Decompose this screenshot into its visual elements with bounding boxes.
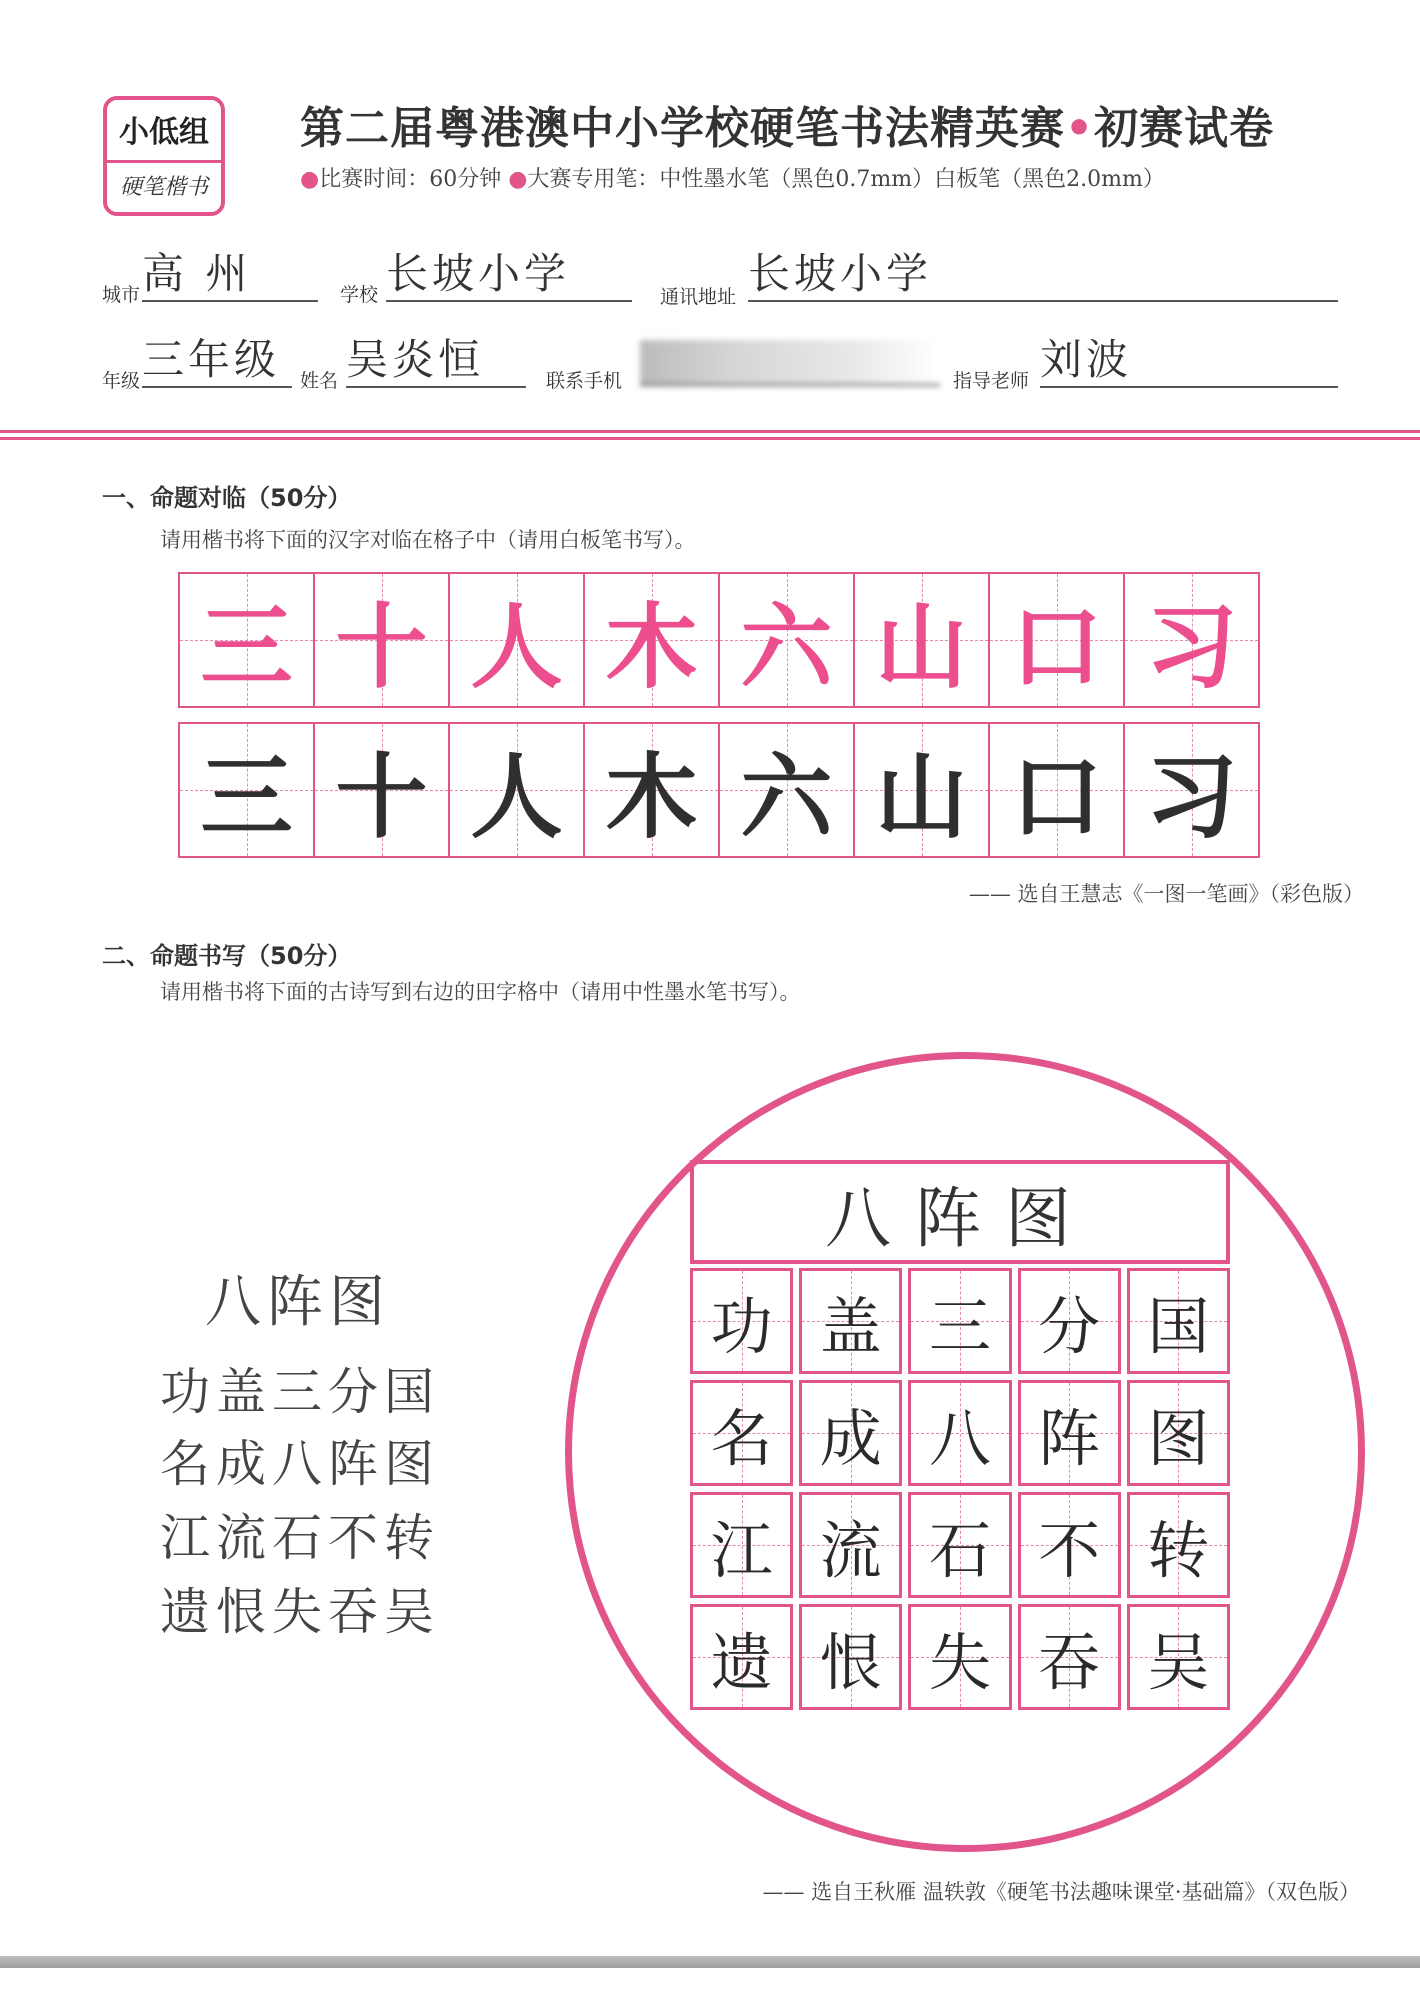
handwritten-char: 三 xyxy=(200,743,293,851)
handwritten-char: 吞 xyxy=(1038,1625,1101,1699)
handwritten-char: 六 xyxy=(740,743,833,851)
model-char: 十 xyxy=(335,593,428,701)
model-char: 木 xyxy=(605,593,698,701)
grid-cell[interactable] xyxy=(1127,1604,1230,1710)
grid-cell[interactable] xyxy=(1127,1492,1230,1598)
grid-cell[interactable] xyxy=(908,1492,1011,1598)
pen-info: 大赛专用笔：中性墨水笔（黑色0.7mm）白板笔（黑色2.0mm） xyxy=(527,167,1165,192)
grid-cell[interactable] xyxy=(690,1492,793,1598)
tianzige-grid[interactable] xyxy=(690,1268,1230,1710)
section2-heading: 二、命题书写（50分） xyxy=(102,942,352,970)
grid-cell[interactable] xyxy=(908,1380,1011,1486)
section2-instruction: 请用楷书将下面的古诗写到右边的田字格中（请用中性墨水笔书写）。 xyxy=(160,980,801,1004)
handwritten-char: 图 xyxy=(1147,1401,1210,1475)
copy-char-row[interactable] xyxy=(180,722,1260,858)
grid-cell[interactable] xyxy=(690,1268,793,1374)
section1-source: —— 选自王慧志《一图一笔画》（彩色版） xyxy=(968,882,1364,906)
school-field[interactable]: 长坡小学 xyxy=(386,248,632,302)
model-char: 人 xyxy=(470,593,563,701)
handwritten-char: 山 xyxy=(875,743,968,851)
copy-cell[interactable] xyxy=(448,722,585,858)
address-label: 通讯地址 xyxy=(660,286,737,308)
page-title xyxy=(300,92,1330,156)
handwritten-char: 流 xyxy=(819,1513,882,1587)
grid-cell[interactable] xyxy=(1018,1604,1121,1710)
handwritten-title-box[interactable]: 八阵图 xyxy=(690,1160,1230,1264)
model-cell xyxy=(1123,572,1260,708)
poem-line: 遗恨失吞吴 xyxy=(160,1583,440,1641)
grid-cell[interactable] xyxy=(1018,1492,1121,1598)
address-field[interactable]: 长坡小学 xyxy=(748,248,1338,302)
model-char-row xyxy=(180,572,1260,708)
title-dot: • xyxy=(1065,103,1095,154)
copy-cell[interactable] xyxy=(583,722,720,858)
teacher-field[interactable]: 刘波 xyxy=(1040,334,1338,388)
phone-label: 联系手机 xyxy=(546,370,623,392)
competition-info xyxy=(300,162,1340,193)
name-label: 姓名 xyxy=(300,370,339,392)
grade-field[interactable]: 三年级 xyxy=(142,334,292,388)
handwritten-char: 盖 xyxy=(819,1289,882,1363)
handwritten-char: 国 xyxy=(1147,1289,1210,1363)
section1-instruction: 请用楷书将下面的汉字对临在格子中（请用白板笔书写）。 xyxy=(160,528,696,552)
handwritten-char: 口 xyxy=(1010,743,1103,851)
grid-cell[interactable] xyxy=(908,1604,1011,1710)
model-cell xyxy=(313,572,450,708)
group-badge xyxy=(103,96,225,216)
grid-cell[interactable] xyxy=(1018,1380,1121,1486)
handwritten-char: 成 xyxy=(819,1401,882,1475)
grid-cell[interactable] xyxy=(799,1492,902,1598)
grid-cell[interactable] xyxy=(690,1380,793,1486)
model-cell xyxy=(718,572,855,708)
handwritten-char: 转 xyxy=(1147,1513,1210,1587)
copy-cell[interactable] xyxy=(853,722,990,858)
copy-cell[interactable] xyxy=(178,722,315,858)
handwritten-char: 习 xyxy=(1145,743,1238,851)
name-field[interactable]: 吴炎恒 xyxy=(346,334,526,388)
model-char: 口 xyxy=(1010,593,1103,701)
handwritten-char: 不 xyxy=(1038,1513,1101,1587)
handwritten-char: 分 xyxy=(1038,1289,1101,1363)
badge-category-label: 硬笔楷书 xyxy=(119,175,208,200)
title-tail: 初赛试卷 xyxy=(1094,103,1275,154)
model-char: 三 xyxy=(200,593,293,701)
model-cell xyxy=(988,572,1125,708)
handwritten-char: 三 xyxy=(928,1289,991,1363)
school-label: 学校 xyxy=(340,284,379,306)
grid-cell[interactable] xyxy=(799,1380,902,1486)
model-cell xyxy=(448,572,585,708)
poem-line: 江流石不转 xyxy=(160,1509,440,1567)
grid-cell[interactable] xyxy=(690,1604,793,1710)
bullet-icon: ● xyxy=(508,167,528,192)
grid-cell[interactable] xyxy=(1127,1268,1230,1374)
model-cell xyxy=(853,572,990,708)
handwritten-char: 木 xyxy=(605,743,698,851)
model-char: 习 xyxy=(1145,593,1238,701)
teacher-label: 指导老师 xyxy=(953,370,1030,392)
handwritten-char: 恨 xyxy=(819,1625,882,1699)
handwritten-char: 吴 xyxy=(1147,1625,1210,1699)
handwritten-char: 功 xyxy=(710,1289,773,1363)
handwritten-char: 人 xyxy=(470,743,563,851)
grid-cell[interactable] xyxy=(799,1604,902,1710)
model-cell xyxy=(178,572,315,708)
phone-field-redacted[interactable] xyxy=(640,340,940,386)
handwritten-char: 失 xyxy=(928,1625,991,1699)
handwritten-char: 十 xyxy=(335,743,428,851)
poem-line: 名成八阵图 xyxy=(160,1435,440,1493)
title-main: 第二届粤港澳中小学校硬笔书法精英赛 xyxy=(300,103,1065,154)
model-cell xyxy=(583,572,720,708)
city-field[interactable]: 高 州 xyxy=(142,248,318,302)
grid-cell[interactable] xyxy=(908,1268,1011,1374)
handwritten-char: 遗 xyxy=(710,1625,773,1699)
copy-cell[interactable] xyxy=(313,722,450,858)
model-char: 山 xyxy=(875,593,968,701)
grid-cell[interactable] xyxy=(1127,1380,1230,1486)
handwritten-char: 江 xyxy=(710,1513,773,1587)
bullet-icon: ● xyxy=(300,167,320,192)
time-info: 比赛时间：60分钟 xyxy=(319,167,502,192)
grade-label: 年级 xyxy=(102,370,141,392)
poem-title: 八阵图 xyxy=(205,1270,391,1335)
page-bottom-bar xyxy=(0,1956,1420,1968)
handwritten-char: 名 xyxy=(710,1401,773,1475)
poem-line: 功盖三分国 xyxy=(160,1363,440,1421)
copy-cell[interactable] xyxy=(988,722,1125,858)
section1-heading: 一、命题对临（50分） xyxy=(102,484,352,512)
section2-source: —— 选自王秋雁 温轶敦《硬笔书法趣味课堂·基础篇》（双色版） xyxy=(762,1880,1360,1904)
city-label: 城市 xyxy=(102,284,141,306)
model-char: 六 xyxy=(740,593,833,701)
handwritten-char: 石 xyxy=(928,1513,991,1587)
grid-cell[interactable] xyxy=(799,1268,902,1374)
handwritten-char: 八 xyxy=(928,1401,991,1475)
copy-cell[interactable] xyxy=(1123,722,1260,858)
copy-cell[interactable] xyxy=(718,722,855,858)
badge-group-label: 小低组 xyxy=(107,106,221,163)
header-divider xyxy=(0,430,1420,440)
grid-cell[interactable] xyxy=(1018,1268,1121,1374)
handwritten-char: 阵 xyxy=(1038,1401,1101,1475)
